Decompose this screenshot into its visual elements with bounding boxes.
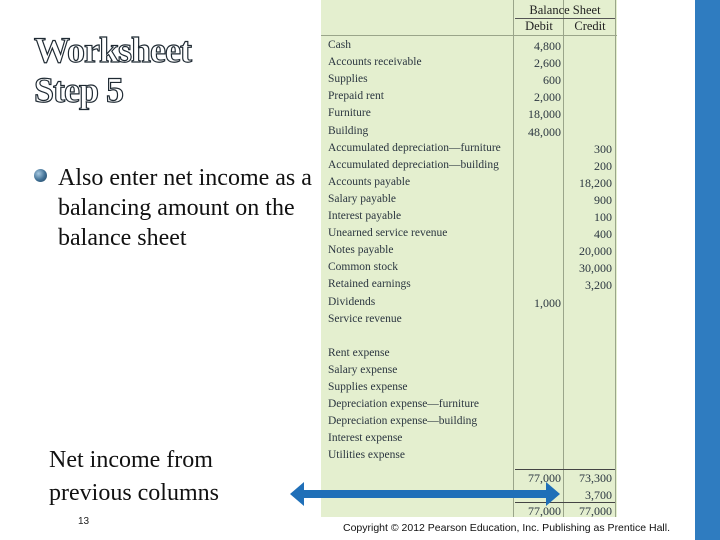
debit-cell: 2,600 [534, 56, 561, 71]
account-name: Interest expense [328, 432, 403, 445]
account-name: Salary payable [328, 192, 397, 205]
account-name: Notes payable [328, 244, 394, 257]
account-name: Interest payable [328, 210, 402, 222]
debit-cell: 1,000 [534, 295, 561, 310]
credit-cell: 18,200 [579, 175, 612, 190]
title-line-1: Worksheet [34, 30, 191, 70]
credit-cell: 30,000 [579, 261, 612, 276]
subtotal-debit: 77,000 [528, 471, 561, 485]
debit-cell: 18,000 [528, 107, 561, 122]
account-name: Salary expense [328, 363, 398, 376]
slide-number: 13 [78, 516, 90, 527]
credit-cell: 100 [594, 210, 612, 224]
table-row [321, 175, 617, 192]
copyright-notice: Copyright © 2012 Pearson Education, Inc. Publishing as Prentice Hall. [343, 522, 671, 534]
account-name: Utilities expense [328, 449, 405, 462]
table-row [321, 243, 617, 260]
account-name: Prepaid rent [328, 90, 384, 103]
table-row [321, 89, 617, 106]
debit-cell: 4,800 [534, 39, 561, 53]
debit-cell: 600 [543, 73, 561, 88]
account-name: Supplies [328, 73, 368, 86]
account-name: Dividends [328, 295, 376, 308]
bullet-text: Also enter net income as a balancing amount on the balance sheet [58, 165, 312, 251]
double-arrow-icon [290, 479, 560, 509]
account-name: Unearned service revenue [328, 227, 448, 240]
table-row [321, 192, 617, 209]
slide-title [34, 30, 191, 110]
grand-total-credit: 77,000 [579, 504, 612, 518]
account-name: Accumulated depreciation—building [328, 158, 499, 171]
table-row [321, 158, 617, 175]
table-row [321, 55, 617, 72]
account-name: Cash [328, 39, 351, 51]
table-row [321, 226, 617, 243]
header-divider [321, 35, 617, 36]
accent-bar [695, 0, 720, 540]
credit-cell: 400 [594, 227, 612, 242]
account-name: Common stock [328, 261, 398, 274]
net-income-note: Net income from previous columns [49, 447, 219, 506]
table-row [321, 106, 617, 123]
table-row [321, 260, 617, 277]
table-row [321, 141, 617, 158]
bullet-icon [34, 169, 47, 182]
table-row [321, 397, 617, 414]
account-name: Supplies expense [328, 381, 408, 393]
debit-cell: 2,000 [534, 90, 561, 105]
debit-cell: 48,000 [528, 124, 561, 139]
credit-cell: 900 [594, 192, 612, 207]
table-row [321, 312, 617, 329]
account-name: Retained earnings [328, 278, 411, 291]
credit-cell: 200 [594, 158, 612, 173]
credit-cell: 3,200 [585, 278, 612, 293]
table-row [321, 448, 617, 465]
table-row [321, 346, 617, 363]
credit-header: Credit [574, 19, 606, 33]
table-row [321, 380, 617, 397]
table-row [321, 363, 617, 380]
account-name: Depreciation expense—building [328, 415, 478, 428]
subtotal-credit: 73,300 [579, 471, 612, 485]
account-name: Service revenue [328, 312, 402, 325]
table-row [321, 414, 617, 431]
table-row [321, 277, 617, 294]
table-row [321, 295, 617, 312]
net-income-credit: 3,700 [585, 488, 612, 502]
grand-total-debit: 77,000 [528, 504, 561, 518]
table-row [321, 209, 617, 226]
credit-cell: 20,000 [579, 244, 612, 259]
balance-sheet-image [321, 0, 617, 517]
account-name: Accumulated depreciation—furniture [328, 141, 501, 154]
table-row [321, 431, 617, 448]
balance-sheet-header: Balance Sheet [529, 3, 601, 17]
account-name: Rent expense [328, 346, 390, 359]
account-name: Furniture [328, 107, 371, 120]
table-row [321, 329, 617, 346]
table-row [321, 124, 617, 141]
debit-header: Debit [525, 19, 553, 33]
account-name: Accounts receivable [328, 56, 422, 69]
table-row [321, 72, 617, 89]
account-name: Depreciation expense—furniture [328, 398, 480, 411]
table-row [321, 38, 617, 55]
account-name: Building [328, 124, 369, 137]
credit-cell: 300 [594, 141, 612, 156]
account-name: Accounts payable [328, 175, 411, 188]
title-line-2: Step 5 [34, 70, 124, 110]
